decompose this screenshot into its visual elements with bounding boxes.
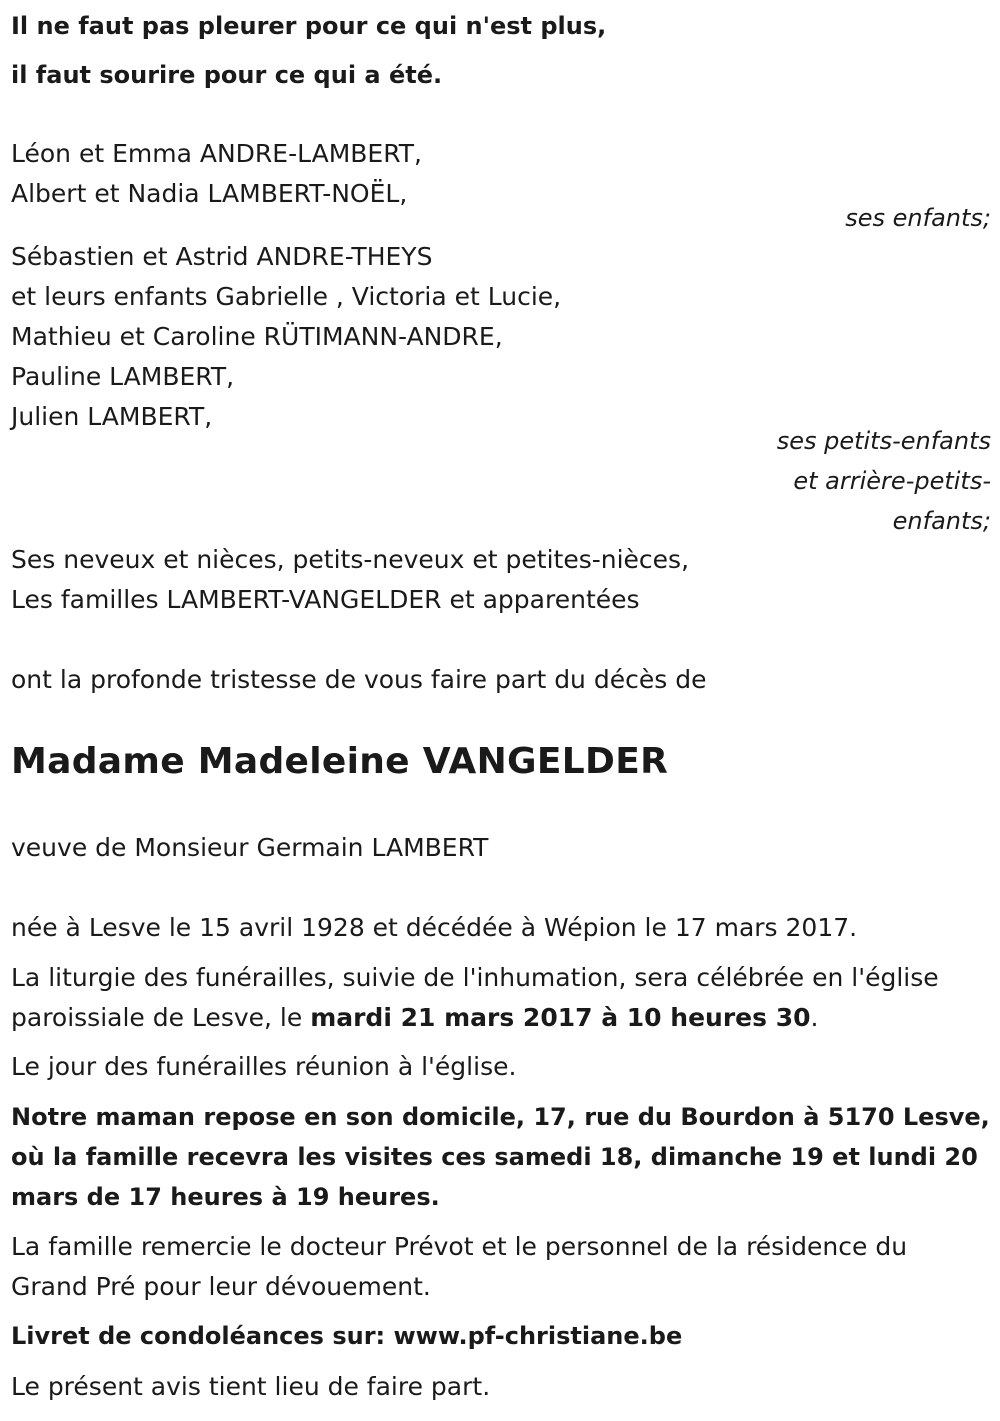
grandchildren-role: enfants; (892, 507, 991, 535)
grandchild-name: Sébastien et Astrid ANDRE-THEYS (11, 242, 433, 271)
birth-death: née à Lesve le 15 avril 1928 et décédée à Wépion le 17 mars 2017. (11, 913, 858, 942)
relatives-line: Ses neveux et nièces, petits-neveux et petites-nièces, (11, 545, 690, 574)
grandchild-name: Julien LAMBERT, (11, 402, 213, 431)
thanks-line: Grand Pré pour leur dévouement. (11, 1272, 431, 1301)
relatives-line: Les familles LAMBERT-VANGELDER et apparentées (11, 585, 640, 614)
visitation-line: où la famille recevra les visites ces samedi 18, dimanche 19 et lundi 20 (11, 1143, 978, 1171)
funeral-line-1: La liturgie des funérailles, suivie de l'inhumation, sera célébrée en l'église (11, 963, 939, 992)
grandchildren-role: ses petits-enfants (776, 427, 991, 455)
children-role: ses enfants; (845, 204, 991, 232)
quote-line-1: Il ne faut pas pleurer pour ce qui n'est plus, (11, 12, 607, 40)
funeral-prefix: paroissiale de Lesve, le (11, 1003, 311, 1032)
condolences: Livret de condoléances sur: www.pf-christiane.be (11, 1322, 683, 1350)
child-name: Albert et Nadia LAMBERT-NOËL, (11, 179, 408, 208)
deceased-name: Madame Madeleine VANGELDER (11, 741, 669, 782)
grandchild-name: Pauline LAMBERT, (11, 362, 235, 391)
widow-of: veuve de Monsieur Germain LAMBERT (11, 833, 489, 862)
funeral-line-2 (11, 1003, 818, 1033)
funeral-date: mardi 21 mars 2017 à 10 heures 30 (310, 1003, 811, 1032)
child-name: Léon et Emma ANDRE-LAMBERT, (11, 139, 422, 168)
funeral-suffix: . (810, 1003, 819, 1032)
visitation-line: Notre maman repose en son domicile, 17, rue du Bourdon à 5170 Lesve, (11, 1103, 990, 1131)
closing: Le présent avis tient lieu de faire part. (11, 1372, 491, 1401)
grandchildren-role: et arrière-petits- (793, 467, 991, 495)
quote-line-2: il faut sourire pour ce qui a été. (11, 61, 443, 89)
meeting: Le jour des funérailles réunion à l'église. (11, 1052, 517, 1081)
announcement: ont la profonde tristesse de vous faire part du décès de (11, 665, 707, 694)
thanks-line: La famille remercie le docteur Prévot et le personnel de la résidence du (11, 1232, 908, 1261)
grandchild-name: et leurs enfants Gabrielle , Victoria et Lucie, (11, 282, 562, 311)
grandchild-name: Mathieu et Caroline RÜTIMANN-ANDRE, (11, 322, 503, 351)
visitation-line: mars de 17 heures à 19 heures. (11, 1183, 440, 1211)
